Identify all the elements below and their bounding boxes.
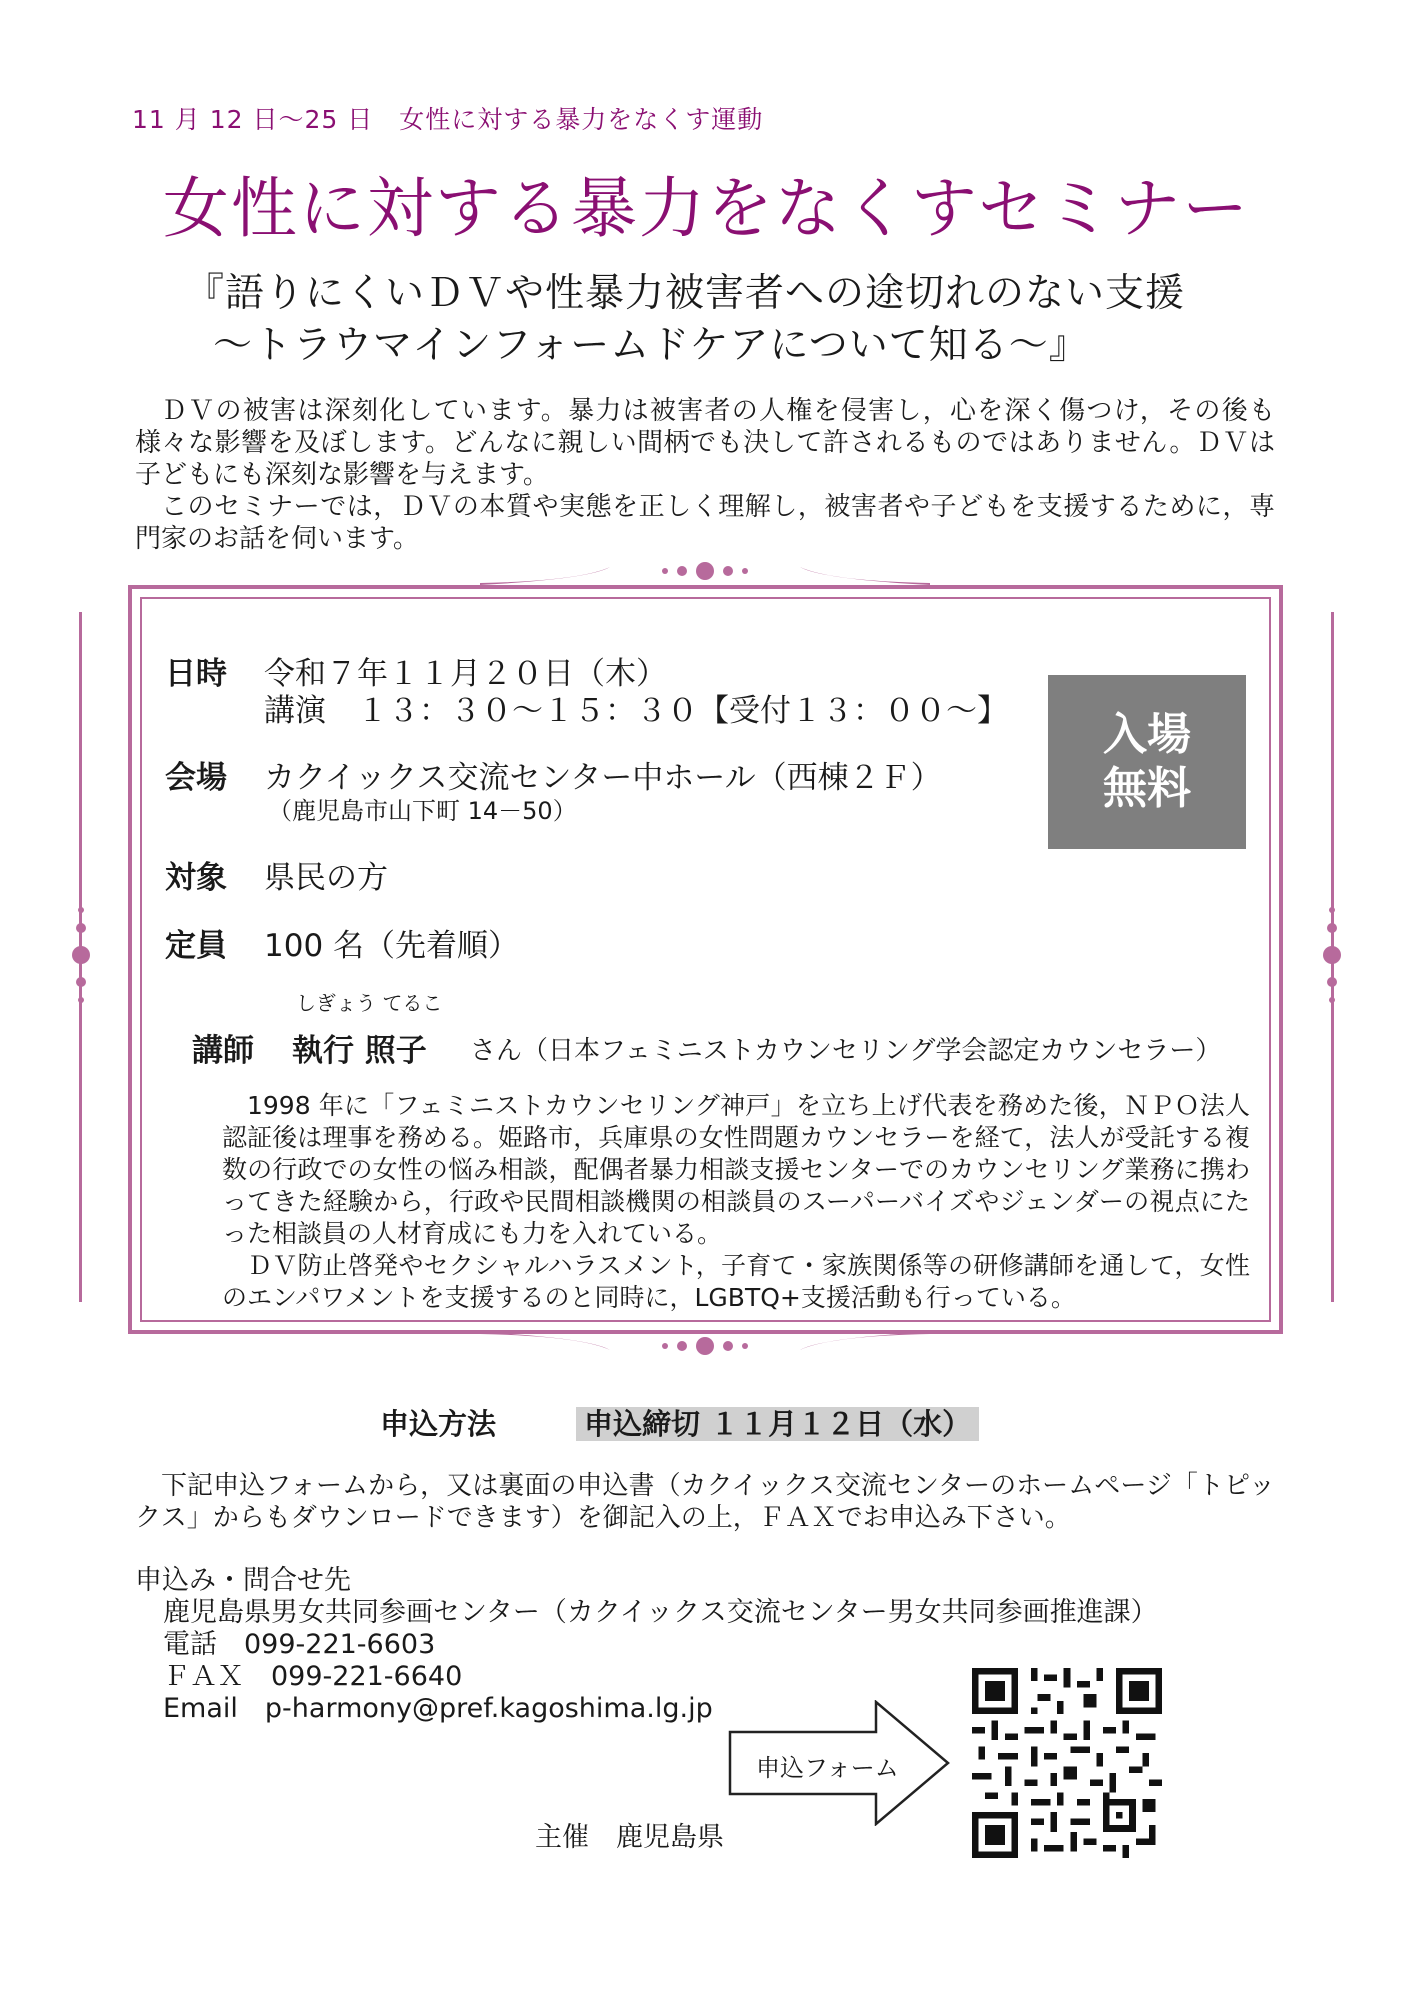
contact-fax: ＦＡＸ 099-221-6640 xyxy=(163,1661,463,1692)
deadline-text xyxy=(576,1402,979,1443)
lecturer-name: 執行 照子 xyxy=(292,1033,427,1069)
venue-value: カクイックス交流センター中ホール（西棟２Ｆ） xyxy=(264,760,942,796)
contact-email: Email p-harmony@pref.kagoshima.lg.jp xyxy=(163,1693,713,1724)
intro-text xyxy=(135,395,1275,555)
seminar-subtitle xyxy=(185,268,1185,372)
date-label: 日時 xyxy=(165,656,227,692)
lecturer-bio xyxy=(222,1090,1250,1314)
capacity-value: 100 名（先着順） xyxy=(264,928,520,964)
frame-top-ornament xyxy=(470,555,940,589)
contact-heading: 申込み・問合せ先 xyxy=(135,1565,351,1596)
frame-left-ornament xyxy=(70,900,92,1010)
application-instructions xyxy=(135,1470,1275,1534)
qr-code-icon[interactable] xyxy=(972,1668,1162,1858)
form-arrow-label[interactable]: 申込フォーム xyxy=(756,1754,899,1782)
contact-org: 鹿児島県男女共同参画センター（カクイックス交流センター男女共同参画推進課） xyxy=(163,1597,1158,1628)
lecturer-ruby: しぎょう てるこ xyxy=(296,991,443,1015)
organizer: 主催 鹿児島県 xyxy=(535,1822,724,1853)
page-title: 女性に対する暴力をなくすセミナー xyxy=(162,170,1251,247)
free-admission-badge xyxy=(1048,675,1246,849)
lecturer-title: さん（日本フェミニストカウンセリング学会認定カウンセラー） xyxy=(470,1036,1222,1066)
venue-address: （鹿児島市山下町 14－50） xyxy=(268,797,577,825)
intro-paragraph-1: ＤＶの被害は深刻化しています。暴力は被害者の人権を侵害し，心を深く傷つけ，その後も様々な影響を及ぼします。どんなに親しい間柄でも決して許されるものではありません。ＤＶは子どもにも深刻な影響を与えます。 xyxy=(135,396,1275,490)
capacity-label: 定員 xyxy=(165,928,227,964)
subtitle-line-1: 『語りにくいＤＶや性暴力被害者への途切れのない支援 xyxy=(185,271,1186,316)
time-value: 講演 １３：３０～１５：３０【受付１３：００～】 xyxy=(264,693,1008,729)
venue-label: 会場 xyxy=(165,760,227,796)
lecturer-label: 講師 xyxy=(192,1033,254,1069)
badge-line-2: 無料 xyxy=(1103,763,1191,814)
contact-tel: 電話 099-221-6603 xyxy=(163,1629,436,1660)
target-value: 県民の方 xyxy=(264,860,388,896)
bio-paragraph-2: ＤＶ防止啓発やセクシャルハラスメント，子育て・家族関係等の研修講師を通して，女性のエンパワメントを支援するのと同時に，LGBTQ+支援活動も行っている。 xyxy=(222,1251,1250,1312)
date-value: 令和７年１１月２０日（木） xyxy=(264,656,667,692)
target-label: 対象 xyxy=(165,860,227,896)
frame-right-ornament xyxy=(1321,900,1343,1010)
application-method-label: 申込方法 xyxy=(380,1407,497,1441)
instructions-paragraph: 下記申込フォームから，又は裏面の申込書（カクイックス交流センターのホームページ「トピックス」からもダウンロードできます）を御記入の上，ＦＡＸでお申込み下さい。 xyxy=(135,1471,1275,1533)
deadline-highlight: 申込締切 １１月１２日（水） xyxy=(576,1407,979,1441)
badge-line-1: 入場 xyxy=(1103,709,1191,760)
subtitle-line-2: ～トラウマインフォームドケアについて知る～』 xyxy=(213,323,1089,368)
campaign-heading: 11 月 12 日～25 日 女性に対する暴力をなくす運動 xyxy=(132,105,764,134)
bio-paragraph-1: 1998 年に「フェミニストカウンセリング神戸」を立ち上げ代表を務めた後，ＮＰＯ法人認証後は理事を務める。姫路市，兵庫県の女性問題カウンセラーを経て，法人が受託する複数の行政での女性の悩み相談，配偶者暴力相談支援センターでのカウンセリング業務に携わってきた経験から，行政や民間相談機関の相談員のスーパーバイズやジェンダーの視点にたった相談員の人材育成にも力を入れている。 xyxy=(222,1091,1250,1248)
intro-paragraph-2: このセミナーでは，ＤＶの本質や実態を正しく理解し，被害者や子どもを支援するために，専門家のお話を伺います。 xyxy=(135,492,1275,554)
